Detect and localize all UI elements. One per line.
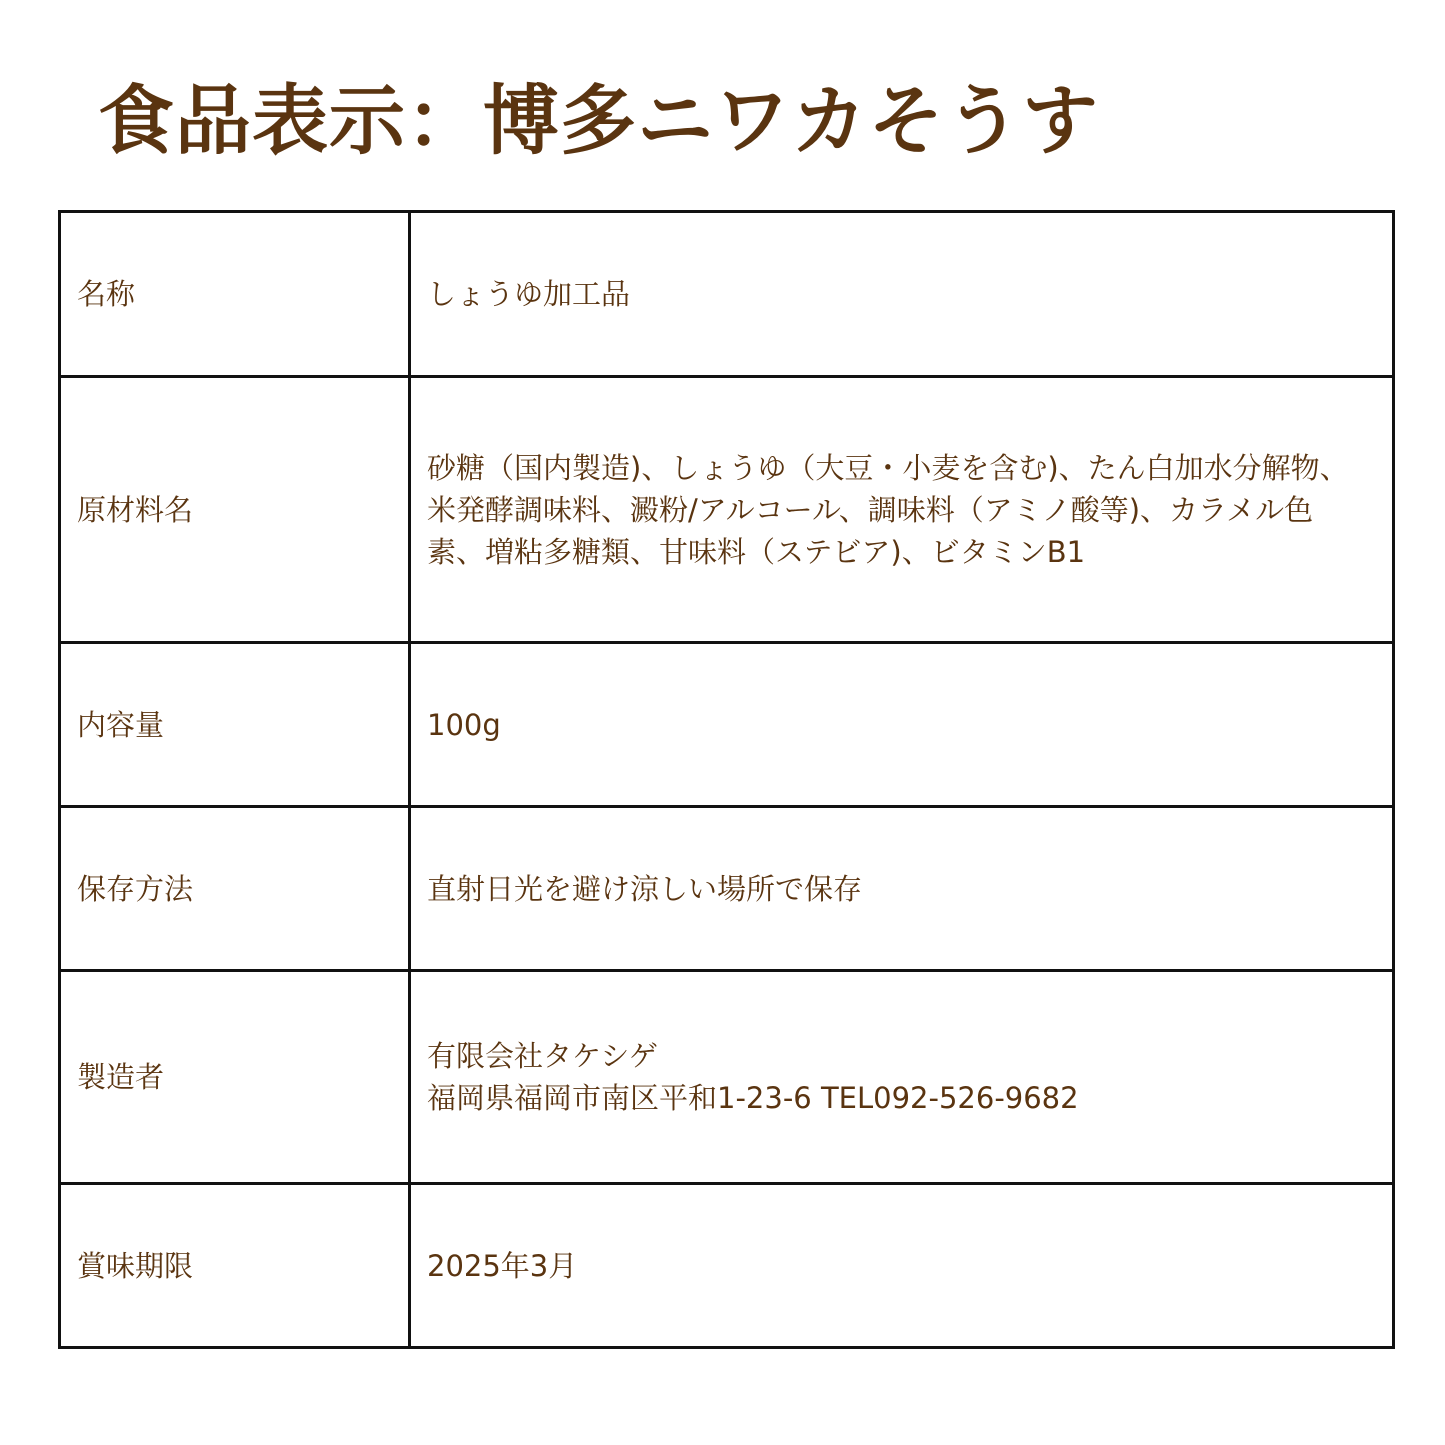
row-label-manufacturer: 製造者 xyxy=(60,971,410,1184)
table-row xyxy=(60,1184,1394,1348)
row-label-storage: 保存方法 xyxy=(60,807,410,971)
row-value-name: しょうゆ加工品 xyxy=(410,212,1394,377)
row-value-manufacturer xyxy=(410,971,1394,1184)
row-label-best-before: 賞味期限 xyxy=(60,1184,410,1348)
row-value-storage: 直射日光を避け涼しい場所で保存 xyxy=(410,807,1394,971)
row-label-content-amount: 内容量 xyxy=(60,643,410,807)
row-label-name: 名称 xyxy=(60,212,410,377)
row-value-best-before: 2025年3月 xyxy=(410,1184,1394,1348)
row-label-ingredients: 原材料名 xyxy=(60,377,410,643)
table-row xyxy=(60,971,1394,1184)
page-title: 食品表示：博多ニワカそうす xyxy=(98,76,1099,165)
food-label-table xyxy=(58,210,1395,1349)
table-row xyxy=(60,807,1394,971)
manufacturer-address: 福岡県福岡市南区平和1-23-6 TEL092-526-9682 xyxy=(427,1081,1079,1115)
row-value-content-amount: 100g xyxy=(410,643,1394,807)
manufacturer-company: 有限会社タケシゲ xyxy=(427,1039,658,1073)
table-row xyxy=(60,377,1394,643)
table-row xyxy=(60,212,1394,377)
table-row xyxy=(60,643,1394,807)
row-value-ingredients: 砂糖（国内製造)、しょうゆ（大豆・小麦を含む)、たん白加水分解物、米発酵調味料、澱粉/アルコール、調味料（アミノ酸等)、カラメル色素、増粘多糖類、甘味料（ステビア)、ビタミンB1 xyxy=(410,377,1394,643)
